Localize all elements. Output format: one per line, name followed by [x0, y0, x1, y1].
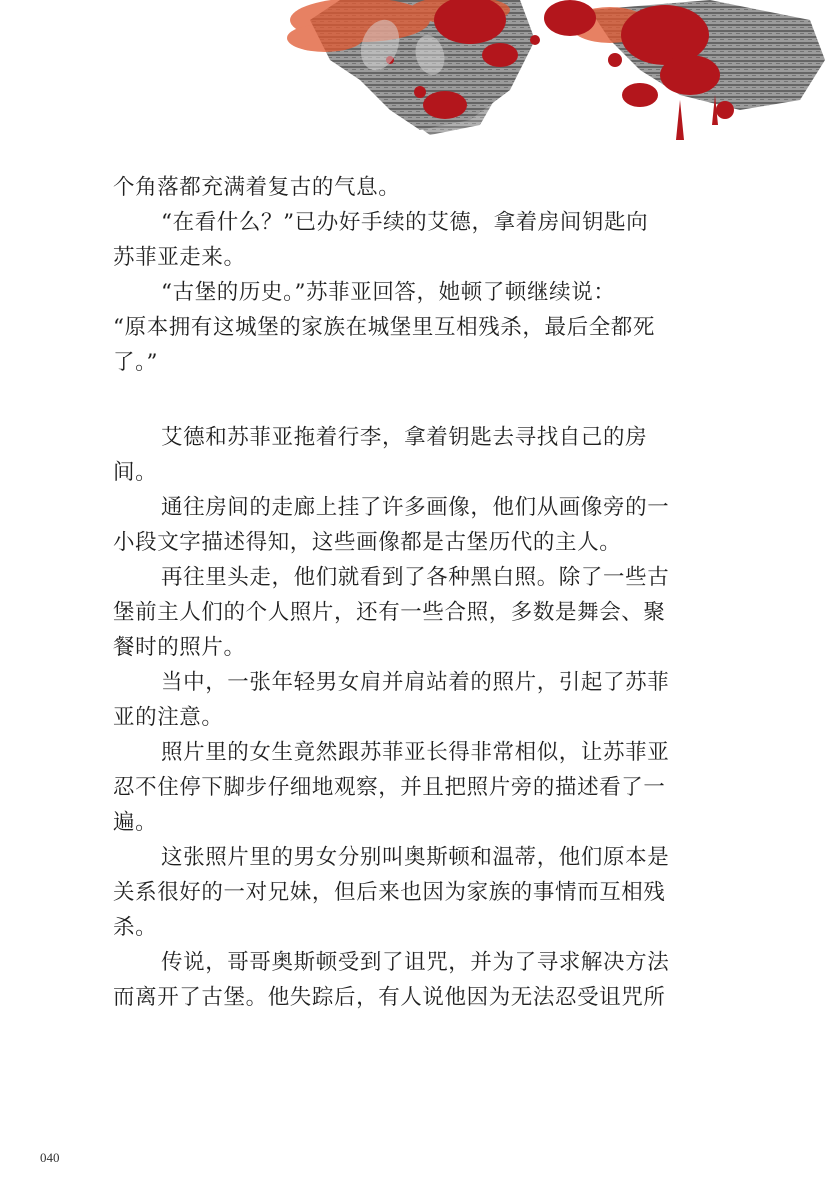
- text-line: 了。”: [113, 350, 159, 375]
- text-line: 照片里的女生竟然跟苏菲亚长得非常相似，让苏菲亚: [161, 740, 670, 765]
- text-line: 餐时的照片。: [113, 635, 246, 660]
- text-line: 间。: [113, 460, 158, 485]
- text-line: “在看什么？”已办好手续的艾德，拿着房间钥匙向: [161, 210, 649, 235]
- text-line: 传说，哥哥奥斯顿受到了诅咒，并为了寻求解决方法: [161, 950, 670, 975]
- section-break: [113, 380, 713, 420]
- text-line: 艾德和苏菲亚拖着行李，拿着钥匙去寻找自己的房: [161, 425, 648, 450]
- text-line: 当中，一张年轻男女肩并肩站着的照片，引起了苏菲: [161, 670, 670, 695]
- page-number: 040: [40, 1150, 60, 1165]
- text-line: 关系很好的一对兄妹，但后来也因为家族的事情而互相残: [113, 880, 666, 905]
- blood-splatter-decoration: [270, 0, 825, 160]
- text-line: 忍不住停下脚步仔细地观察，并且把照片旁的描述看了一: [113, 775, 666, 800]
- text-line: 个角落都充满着复古的气息。: [113, 175, 401, 200]
- text-line: 小段文字描述得知，这些画像都是古堡历代的主人。: [113, 530, 622, 555]
- text-line: 堡前主人们的个人照片，还有一些合照，多数是舞会、聚: [113, 600, 666, 625]
- text-line: 苏菲亚走来。: [113, 245, 246, 270]
- text-line: 通往房间的走廊上挂了许多画像，他们从画像旁的一: [161, 495, 670, 520]
- text-line: 这张照片里的男女分别叫奥斯顿和温蒂，他们原本是: [161, 845, 670, 870]
- text-line: 遍。: [113, 810, 158, 835]
- text-line: 杀。: [113, 915, 158, 940]
- text-line: “原本拥有这城堡的家族在城堡里互相残杀，最后全都死: [113, 315, 655, 340]
- text-line: 再往里头走，他们就看到了各种黑白照。除了一些古: [161, 565, 670, 590]
- text-line: “古堡的历史。”苏菲亚回答，她顿了顿继续说：: [161, 280, 616, 305]
- text-line: 亚的注意。: [113, 705, 224, 730]
- text-line: 而离开了古堡。他失踪后，有人说他因为无法忍受诅咒所: [113, 985, 666, 1010]
- body-text: [113, 170, 713, 1015]
